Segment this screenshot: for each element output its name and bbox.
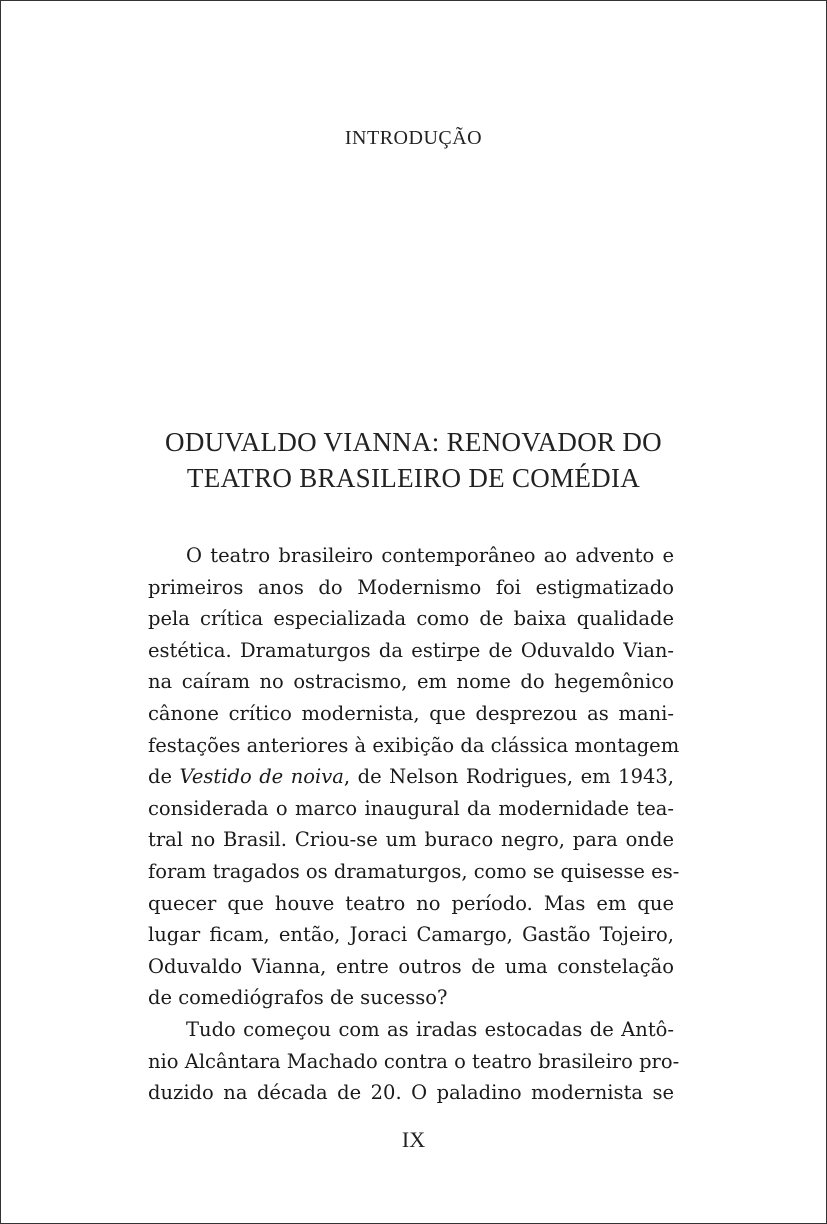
text-line: duzido na década de 20. O paladino modernista se bbox=[148, 1081, 674, 1105]
text-line: O teatro brasileiro contemporâneo ao advento e bbox=[186, 544, 674, 567]
book-title: Vestido de noiva bbox=[179, 765, 344, 789]
text-line: na caíram no ostracismo, em nome do hegemônico bbox=[148, 670, 674, 694]
text-line: nio Alcântara Machado contra o teatro brasileiro pro- bbox=[148, 1049, 680, 1073]
page-number: IX bbox=[401, 1127, 426, 1152]
chapter-title bbox=[0, 424, 827, 496]
running-header: INTRODUÇÃO bbox=[344, 127, 483, 149]
text-line: estética. Dramaturgos da estirpe de Oduvaldo Vian- bbox=[148, 638, 674, 662]
text-line: foram tragados os dramaturgos, como se quisesse es- bbox=[148, 859, 680, 883]
text-line: festações anteriores à exibição da clássica montagem bbox=[148, 733, 680, 757]
chapter-title-line: TEATRO BRASILEIRO DE COMÉDIA bbox=[186, 463, 641, 493]
text-line: pela crítica especializada como de baixa qualidade bbox=[148, 607, 674, 631]
text-line: Oduvaldo Vianna, entre outros de uma constelação bbox=[148, 954, 674, 978]
text-line: primeiros anos do Modernismo foi estigmatizado bbox=[148, 575, 674, 599]
text-line: de comediógrafos de sucesso? bbox=[148, 986, 448, 1010]
chapter-title-line: ODUVALDO VIANNA: RENOVADOR DO bbox=[165, 427, 662, 457]
text-line: lugar ficam, então, Joraci Camargo, Gastão Tojeiro, bbox=[148, 923, 674, 947]
text-line: Tudo começou com as iradas estocadas de Antô- bbox=[186, 1017, 674, 1041]
body-text bbox=[148, 540, 680, 1109]
text-line: considerada o marco inaugural da modernidade tea- bbox=[148, 796, 674, 820]
text-line: quecer que houve teatro no período. Mas em que bbox=[148, 891, 674, 915]
text-line: tral no Brasil. Criou-se um buraco negro, para onde bbox=[148, 828, 674, 852]
text-fragment: de bbox=[148, 765, 180, 789]
text-fragment: , de Nelson Rodrigues, em 1943, bbox=[343, 765, 674, 789]
text-line bbox=[148, 761, 674, 793]
text-line: cânone crítico modernista, que desprezou as mani- bbox=[148, 701, 674, 725]
